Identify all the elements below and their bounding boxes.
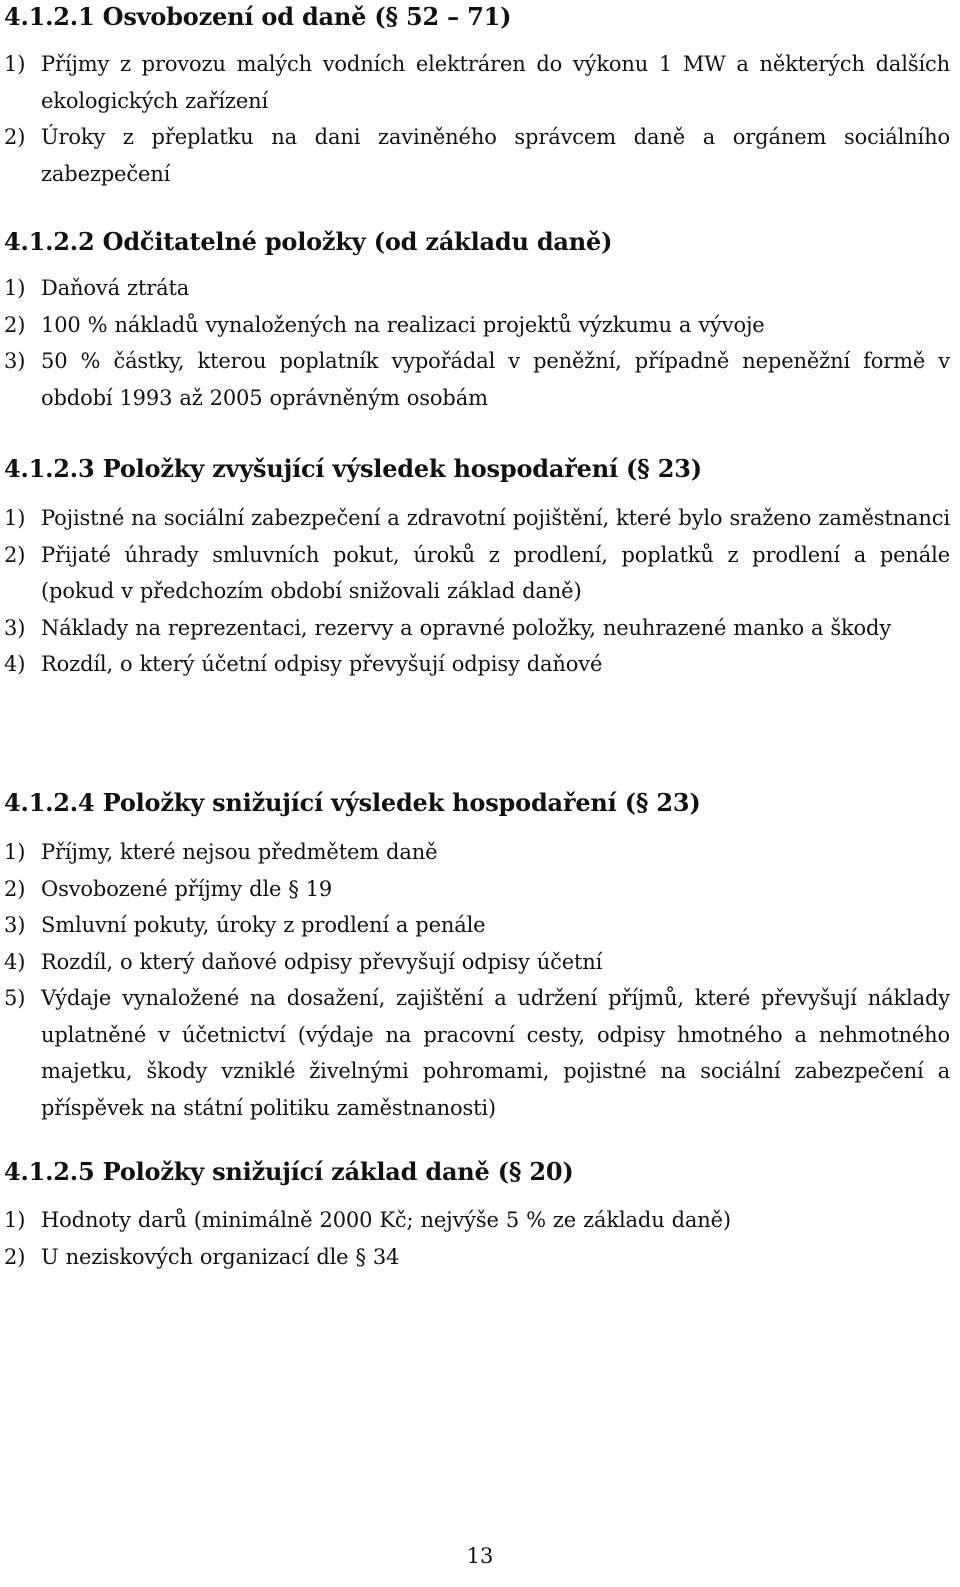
section-heading: 4.1.2.4 Položky snižující výsledek hospodaření (§ 23)	[4, 788, 701, 817]
list-item	[4, 907, 950, 944]
item-text: Pojistné na sociální zabezpečení a zdravotní pojištění, které bylo sraženo zaměstnanci	[41, 506, 950, 530]
item-text: Příjmy, které nejsou předmětem daně	[41, 840, 438, 864]
list-item	[4, 537, 950, 610]
item-number: 2)	[4, 1244, 26, 1269]
item-number: 2)	[4, 312, 26, 337]
item-text: Přijaté úhrady smluvních pokut, úroků z prodlení, poplatků z prodlení a penále (pokud v předchozím období snižovali základ daně)	[41, 542, 950, 603]
section-osvobozeni	[4, 0, 950, 192]
section-heading: 4.1.2.3 Položky zvyšující výsledek hospodaření (§ 23)	[4, 454, 702, 483]
section-odcitatelne-polozky	[4, 224, 950, 416]
item-list	[4, 46, 950, 192]
list-item	[4, 46, 950, 119]
item-number: 3)	[4, 615, 26, 640]
item-list	[4, 834, 950, 1126]
list-item	[4, 500, 950, 537]
item-text: Rozdíl, o který účetní odpisy převyšují odpisy daňové	[41, 652, 603, 676]
item-number: 3)	[4, 913, 26, 937]
item-number: 3)	[4, 349, 26, 373]
list-item	[4, 980, 950, 1126]
item-number: 1)	[4, 52, 26, 76]
list-item	[4, 119, 950, 192]
section-polozky-zvysujici	[4, 451, 950, 683]
item-number: 4)	[4, 652, 26, 676]
item-text: Příjmy z provozu malých vodních elektráren do výkonu 1 MW a některých dalších ekologických zařízení	[41, 52, 950, 113]
list-item	[4, 646, 950, 683]
section-heading: 4.1.2.2 Odčitatelné položky (od základu daně)	[4, 227, 613, 256]
list-item	[4, 834, 950, 871]
item-number: 1)	[4, 276, 26, 300]
list-item	[4, 307, 950, 344]
item-text: Náklady na reprezentaci, rezervy a opravné položky, neuhrazené manko a škody	[41, 615, 892, 640]
list-item	[4, 1202, 950, 1239]
item-list	[4, 1202, 950, 1275]
item-text: Hodnoty darů (minimálně 2000 Kč; nejvýše 5 % ze základu daně)	[41, 1208, 731, 1232]
item-text: Smluvní pokuty, úroky z prodlení a penále	[41, 913, 486, 937]
item-number: 1)	[4, 840, 26, 864]
section-heading: 4.1.2.5 Položky snižující základ daně (§ 20)	[4, 1157, 574, 1186]
page-number: 13	[466, 1544, 494, 1568]
item-text: Osvobozené příjmy dle § 19	[41, 876, 333, 901]
list-item	[4, 871, 950, 908]
item-text: U neziskových organizací dle § 34	[41, 1244, 400, 1269]
item-number: 2)	[4, 125, 26, 149]
list-item	[4, 944, 950, 981]
item-text: Výdaje vynaložené na dosažení, zajištění a udržení příjmů, které převyšují náklady uplatněné v účetnictví (výdaje na pracovní cesty, odpisy hmotného a nehmotného majetku, škody vzniklé živelnými pohromami, pojistné na sociální zabezpečení a příspěvek na státní politiku zaměstnanosti)	[41, 986, 950, 1120]
item-number: 1)	[4, 1208, 26, 1232]
item-text: Daňová ztráta	[41, 276, 190, 300]
item-text: Rozdíl, o který daňové odpisy převyšují odpisy účetní	[41, 949, 603, 974]
item-list	[4, 270, 950, 416]
item-number: 4)	[4, 949, 26, 974]
list-item	[4, 270, 950, 307]
item-text: Úroky z přeplatku na dani zaviněného správcem daně a orgánem sociálního zabezpečení	[41, 125, 950, 186]
section-heading: 4.1.2.1 Osvobození od daně (§ 52 – 71)	[4, 2, 512, 31]
list-item	[4, 610, 950, 647]
item-number: 2)	[4, 876, 26, 901]
item-text: 50 % částky, kterou poplatník vypořádal v peněžní, případně nepeněžní formě v období 1993 až 2005 oprávněným osobám	[41, 349, 950, 410]
item-list	[4, 500, 950, 683]
list-item	[4, 343, 950, 416]
item-number: 1)	[4, 506, 26, 530]
section-polozky-snizujici-vysledek	[4, 785, 950, 1126]
list-item	[4, 1239, 950, 1276]
section-polozky-snizujici-zaklad	[4, 1154, 950, 1275]
item-text: 100 % nákladů vynaložených na realizaci projektů výzkumu a vývoje	[41, 312, 765, 337]
item-number: 5)	[4, 986, 26, 1010]
item-number: 2)	[4, 542, 26, 567]
